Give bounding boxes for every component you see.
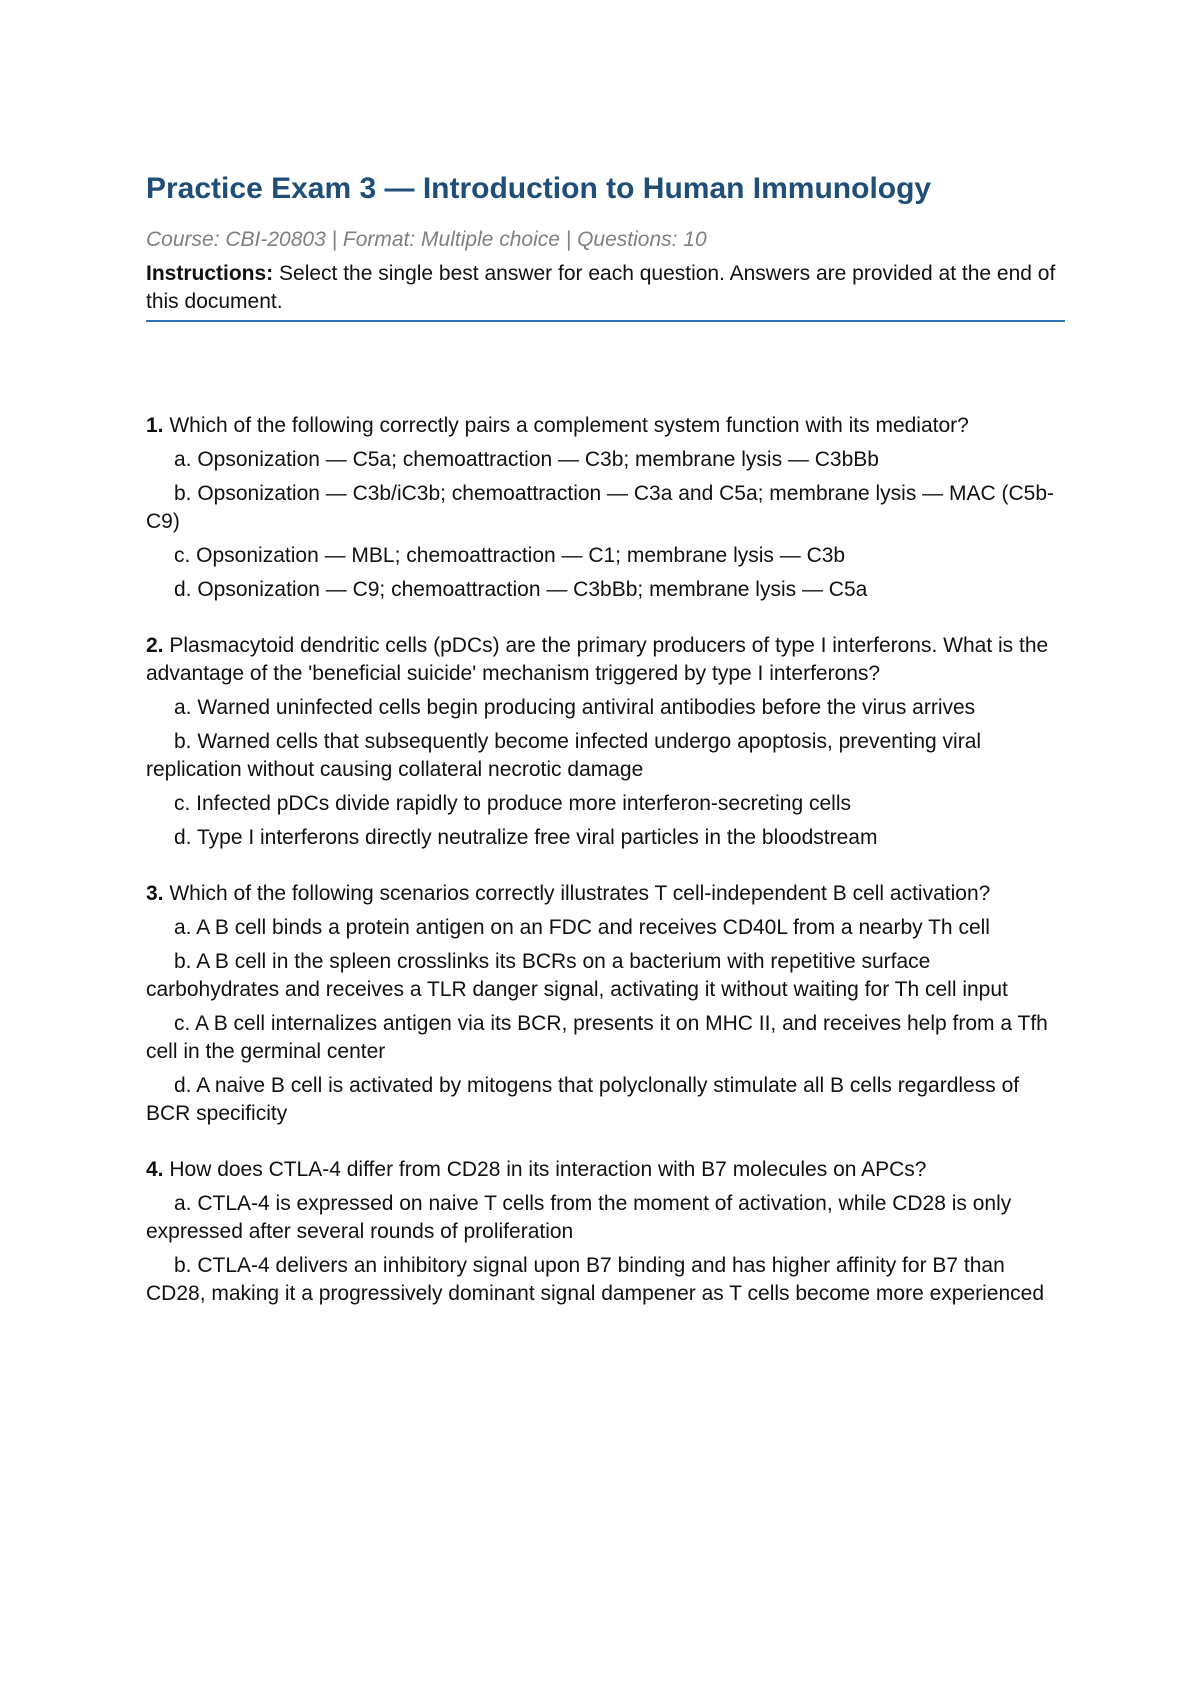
question-1 bbox=[146, 412, 1065, 604]
question-stem: How does CTLA-4 differ from CD28 in its interaction with B7 molecules on APCs? bbox=[163, 1158, 927, 1181]
answer-option: a. Opsonization — C5a; chemoattraction — C3b; membrane lysis — C3bBb bbox=[174, 448, 879, 471]
answer-option: d. Type I interferons directly neutralize free viral particles in the bloodstream bbox=[174, 826, 878, 849]
question-stem: Which of the following scenarios correctly illustrates T cell-independent B cell activation? bbox=[163, 882, 991, 905]
answer-option: a. A B cell binds a protein antigen on an FDC and receives CD40L from a nearby Th cell bbox=[174, 916, 990, 939]
question-text bbox=[146, 632, 1065, 688]
answer-option: b. CTLA-4 delivers an inhibitory signal upon B7 binding and has higher affinity for B7 than CD28, making it a progressively dominant signal dampener as T cells become more experienced bbox=[146, 1254, 1045, 1305]
question-text bbox=[146, 1156, 1065, 1184]
answer-option: a. Warned uninfected cells begin producing antiviral antibodies before the virus arrives bbox=[174, 696, 976, 719]
question-number: 3. bbox=[146, 882, 164, 905]
page-title: Practice Exam 3 — Introduction to Human Immunology bbox=[146, 172, 932, 205]
answer-option: c. A B cell internalizes antigen via its BCR, presents it on MHC II, and receives help from a Tfh cell in the germinal center bbox=[146, 1012, 1048, 1063]
question-number: 4. bbox=[146, 1158, 164, 1181]
answer-option: c. Infected pDCs divide rapidly to produce more interferon-secreting cells bbox=[174, 792, 851, 815]
answer-option: d. A naive B cell is activated by mitogens that polyclonally stimulate all B cells regardless of BCR specificity bbox=[146, 1074, 1020, 1125]
answer-option: d. Opsonization — C9; chemoattraction — C3bBb; membrane lysis — C5a bbox=[174, 578, 868, 601]
answer-option: c. Opsonization — MBL; chemoattraction — C1; membrane lysis — C3b bbox=[174, 544, 846, 567]
question-4 bbox=[146, 1156, 1065, 1308]
question-text bbox=[146, 412, 1065, 440]
answer-option: b. Warned cells that subsequently become infected undergo apoptosis, preventing viral replication without causing collateral necrotic damage bbox=[146, 730, 982, 781]
instructions-text: Select the single best answer for each question. Answers are provided at the end of this document. bbox=[146, 262, 1056, 313]
question-list bbox=[146, 412, 1065, 1308]
course-meta: Course: CBI-20803 | Format: Multiple choice | Questions: 10 bbox=[146, 228, 707, 251]
question-text bbox=[146, 880, 1065, 908]
question-number: 2. bbox=[146, 634, 164, 657]
question-stem: Plasmacytoid dendritic cells (pDCs) are the primary producers of type I interferons. What is the advantage of the 'beneficial suicide' mechanism triggered by type I interferons? bbox=[146, 634, 1049, 685]
instructions bbox=[146, 260, 1065, 322]
answer-option: a. CTLA-4 is expressed on naive T cells from the moment of activation, while CD28 is only expressed after several rounds of proliferation bbox=[146, 1192, 1012, 1243]
answer-option: b. Opsonization — C3b/iC3b; chemoattraction — C3a and C5a; membrane lysis — MAC (C5b-C9) bbox=[146, 482, 1055, 533]
question-number: 1. bbox=[146, 414, 164, 437]
answer-option: b. A B cell in the spleen crosslinks its BCRs on a bacterium with repetitive surface carbohydrates and receives a TLR danger signal, activating it without waiting for Th cell input bbox=[146, 950, 1008, 1001]
instructions-label: Instructions: bbox=[146, 262, 274, 285]
question-stem: Which of the following correctly pairs a complement system function with its mediator? bbox=[163, 414, 969, 437]
question-3 bbox=[146, 880, 1065, 1128]
question-2 bbox=[146, 632, 1065, 852]
